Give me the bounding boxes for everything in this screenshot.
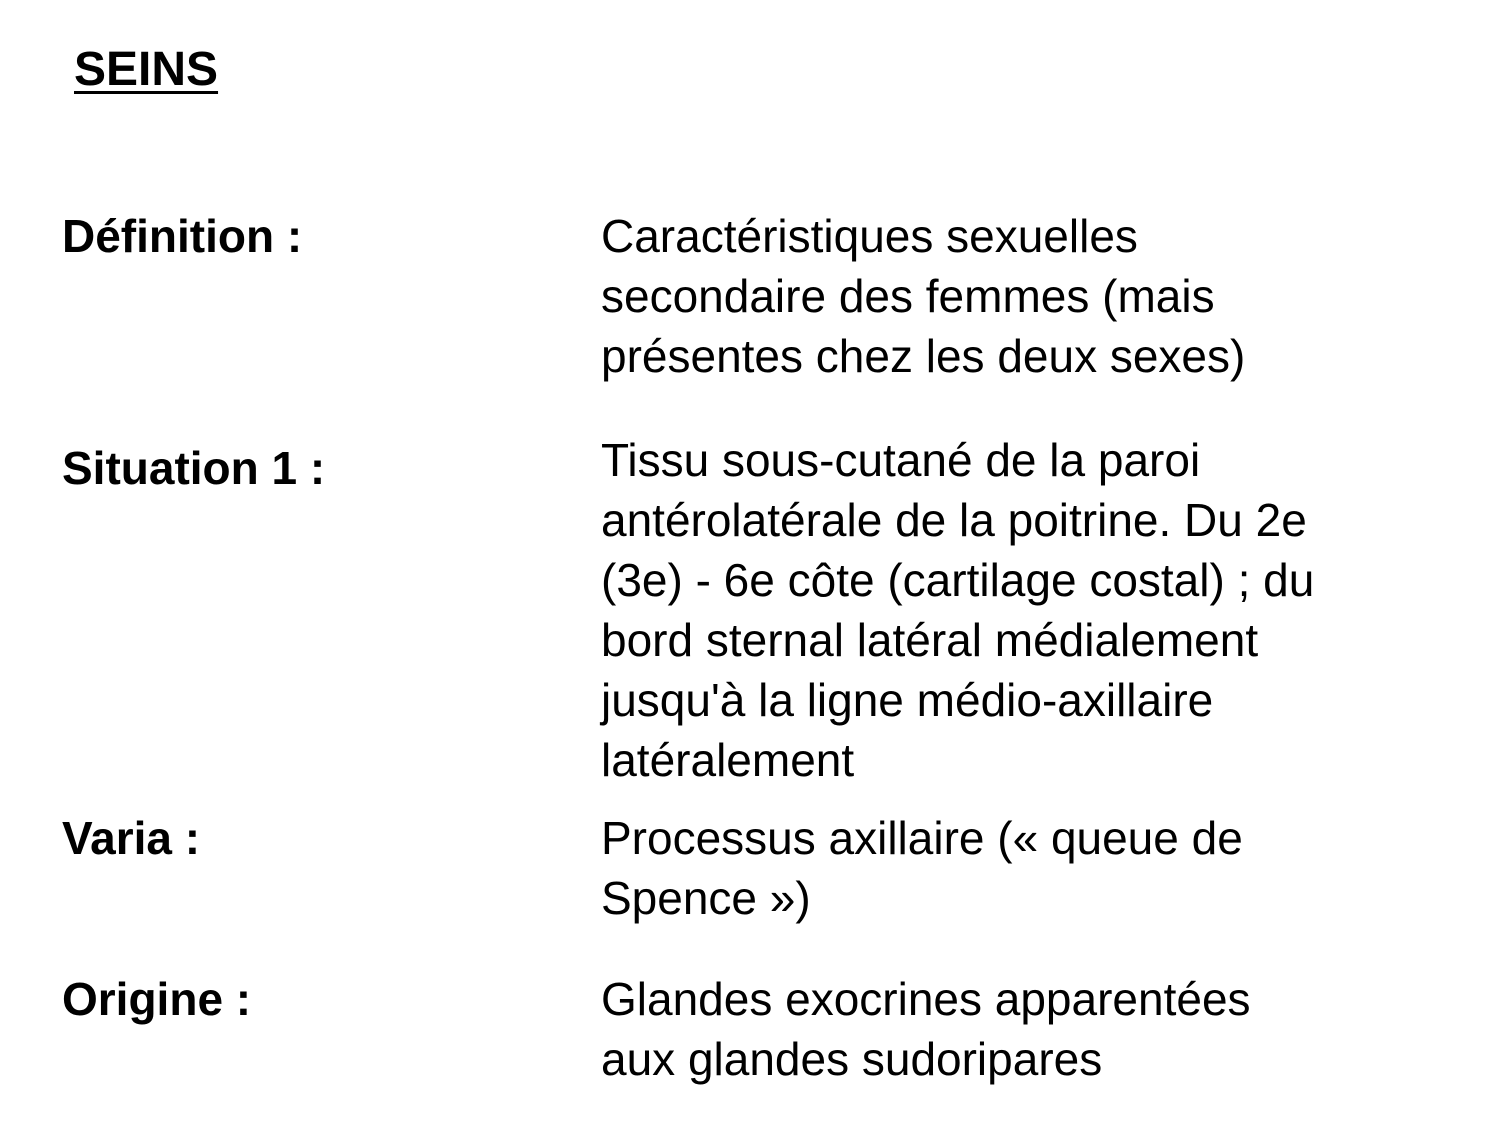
varia-label: Varia : — [62, 812, 201, 864]
situation-line: jusqu'à la ligne médio-axillaire — [601, 674, 1214, 726]
situation-line: (3e) - 6e côte (cartilage costal) ; du — [601, 554, 1315, 606]
situation-value — [601, 430, 1421, 790]
origine-line: aux glandes sudoripares — [601, 1033, 1103, 1085]
definition-line: Caractéristiques sexuelles — [601, 210, 1138, 262]
situation-line: antérolatérale de la poitrine. Du 2e — [601, 494, 1307, 546]
situation-line: bord sternal latéral médialement — [601, 614, 1259, 666]
situation-label: Situation 1 : — [62, 442, 326, 494]
definition-line: secondaire des femmes (mais — [601, 270, 1215, 322]
varia-value — [601, 808, 1421, 928]
origine-line: Glandes exocrines apparentées — [601, 973, 1251, 1025]
definition-label: Définition : — [62, 210, 303, 262]
situation-line: Tissu sous-cutané de la paroi — [601, 434, 1201, 486]
varia-line: Spence ») — [601, 872, 811, 924]
situation-line: latéralement — [601, 734, 855, 786]
definition-value — [601, 206, 1421, 386]
varia-line: Processus axillaire (« queue de — [601, 812, 1243, 864]
origine-value — [601, 969, 1421, 1089]
origine-label: Origine : — [62, 973, 252, 1025]
definition-line: présentes chez les deux sexes) — [601, 330, 1246, 382]
page-title: SEINS — [74, 43, 219, 96]
